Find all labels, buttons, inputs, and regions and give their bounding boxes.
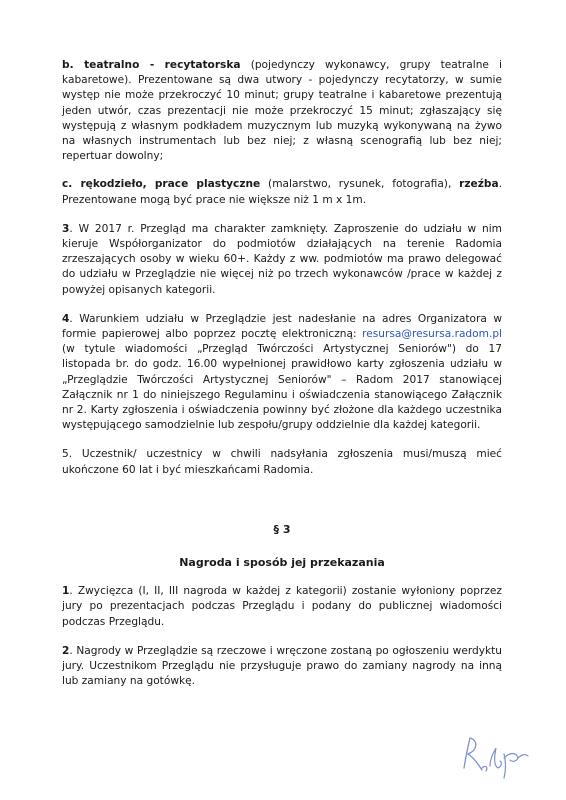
point-3-number: 3 — [62, 222, 70, 235]
prize-2-text: . Nagrody w Przeglądzie są rzeczowe i wręczone zostaną po ogłoszeniu werdyktu jury. Uczestnikom Przeglądu nie przysługuje prawo do zamiany nagrody na inną lub zamiany na gotówkę. — [62, 644, 502, 688]
document-page — [62, 58, 502, 690]
section-c-paragraph — [62, 177, 502, 207]
point-3-text: . W 2017 r. Przegląd ma charakter zamknięty. Zaproszenie do udziału w nim kieruje Współorganizator do podmiotów działających na terenie Radomia zrzeszających osoby w wieku 60+. Każdy z ww. podmiotów ma prawo delegować do udziału w Przeglądzie nie więcej niż po trzech wykonawców /prace w każdej z powyżej opisanych kategorii. — [62, 222, 502, 296]
point-3-paragraph — [62, 222, 502, 298]
point-4-text-before: . Warunkiem udziału w Przeglądzie jest nadesłanie na adres Organizatora w formie papierowej albo poprzez pocztę elektroniczną: — [62, 312, 502, 341]
section-b-intro: (pojedynczy wykonawcy, grupy teatralne i kabaretowe). — [62, 59, 503, 87]
email-link[interactable]: resursa@resursa.radom.pl — [362, 328, 502, 341]
prize-1-paragraph — [62, 584, 502, 630]
point-4-paragraph — [62, 312, 502, 434]
section-b-heading: b. teatralno - recytatorska — [62, 59, 241, 71]
prize-2-paragraph — [62, 644, 502, 690]
point-4-text-after: (w tytule wiadomości „Przegląd Twórczości Artystycznej Seniorów") do 17 listopada br. do godz. 16.00 wypełnionej prawidłowo karty zgłoszenia udziału w „Przeglądzie Twórczości Artystycznej Seniorów" – Radom 2017 stanowiącej Załącznik nr 1 do niniejszego Regulaminu i oświadczenia stanowiącego Załącznik nr 2. Karty zgłoszenia i oświadczenia powinny być złożone dla każdego uczestnika występującego samodzielnie lub zespołu/grupy oddzielnie dla każdej kategorii. — [62, 343, 502, 432]
point-4-number: 4 — [62, 312, 70, 325]
prize-1-text: . Zwycięzca (I, II, III nagroda w każdej z kategorii) zostanie wyłoniony poprzez jury po prezentacjach podczas Przeglądu i podany do publicznej wiadomości podczas Przeglądu. — [62, 585, 502, 628]
section-c-middle: (malarstwo, rysunek, fotografia), — [260, 178, 460, 191]
section-c-heading2: rzeźba — [459, 178, 499, 191]
handwritten-signature — [458, 728, 530, 780]
section-title: Nagroda i sposób jej przekazania — [179, 556, 385, 570]
section-b-body: Prezentowane są dwa utwory - pojedynczy recytatorzy, w sumie występ nie może przekroczyć 10 minut; grupy teatralne i kabaretowe prezentują jeden utwór, czas prezentacji nie może przekroczyć 15 minut; zgłaszający się występują z własnym podkładem muzycznym lub muzyką wykonywaną na żywo na własnych instrumentach lub bez niej; z własną scenografią lub bez niej; repertuar dowolny; — [62, 74, 502, 163]
point-5-text: 5. Uczestnik/ uczestnicy w chwili nadsyłania zgłoszenia musi/muszą mieć ukończone 60 lat i być mieszkańcami Radomia. — [62, 448, 502, 476]
prize-2-number: 2 — [62, 644, 70, 657]
section-b-paragraph — [62, 58, 502, 164]
section-c-tail: . Prezentowane mogą być prace nie większe niż 1 m x 1m. — [62, 178, 502, 206]
prize-1-number: 1 — [62, 585, 70, 598]
section-c-heading: c. rękodzieło, prace plastyczne — [62, 178, 261, 191]
section-sign: § 3 — [273, 522, 291, 536]
point-5-paragraph — [62, 447, 502, 477]
